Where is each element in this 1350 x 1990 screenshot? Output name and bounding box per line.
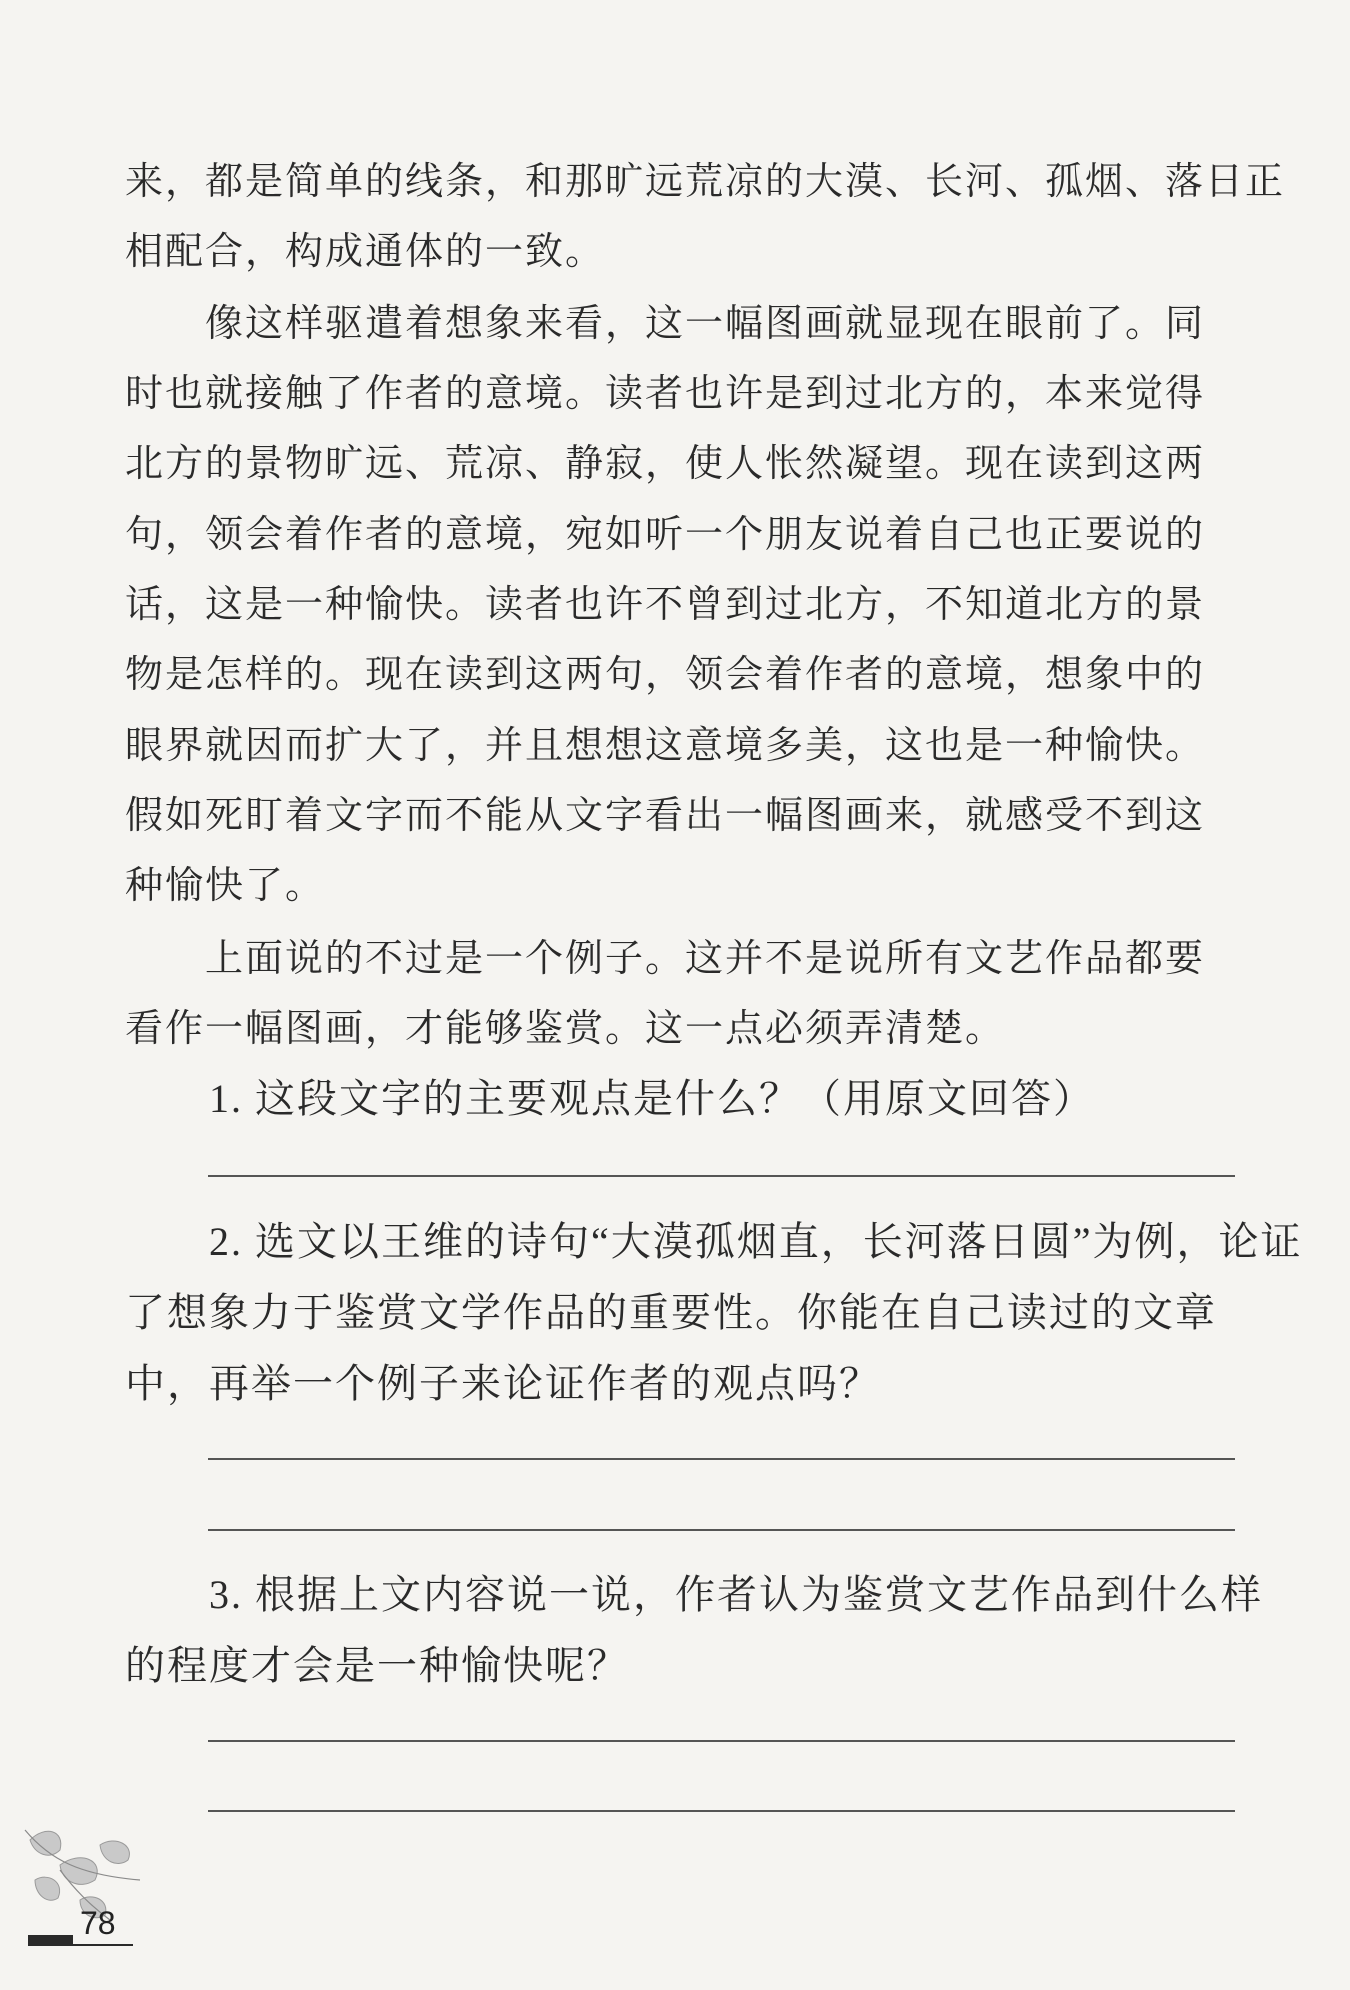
passage-line: 假如死盯着文字而不能从文字看出一幅图画来，就感受不到这 [125,793,1206,837]
question-2-text: 了想象力于鉴赏文学作品的重要性。你能在自己读过的文章 [125,1290,1217,1335]
answer-line-q3-2[interactable] [208,1810,1235,1812]
passage-line: 来，都是简单的线条，和那旷远荒凉的大漠、长河、孤烟、落日正 [125,159,1286,203]
question-1-text: 1. 这段文字的主要观点是什么？（用原文回答） [125,1076,1095,1121]
page-number-underline [28,1944,133,1946]
passage-line: 眼界就因而扩大了，并且想想这意境多美，这也是一种愉快。 [125,723,1206,767]
passage-line: 看作一幅图画，才能够鉴赏。这一点必须弄清楚。 [125,1006,1006,1050]
answer-line-q1[interactable] [208,1175,1235,1177]
passage-line: 话，这是一种愉快。读者也许不曾到过北方，不知道北方的景 [125,582,1206,626]
question-3-text: 3. 根据上文内容说一说，作者认为鉴赏文艺作品到什么样 [125,1572,1263,1617]
passage-line: 句，领会着作者的意境，宛如听一个朋友说着自己也正要说的 [125,512,1206,556]
answer-line-q3-1[interactable] [208,1740,1235,1742]
answer-line-q2-1[interactable] [208,1458,1235,1460]
question-2-text: 2. 选文以王维的诗句“大漠孤烟直，长河落日圆”为例，论证 [125,1219,1303,1264]
page-number: 78 [80,1905,116,1941]
question-2-text: 中，再举一个例子来论证作者的观点吗？ [125,1361,881,1406]
passage-line: 北方的景物旷远、荒凉、静寂，使人怅然凝望。现在读到这两 [125,441,1206,485]
passage-line: 种愉快了。 [125,863,326,907]
passage-line: 相配合，构成通体的一致。 [125,229,606,273]
passage-line: 像这样驱遣着想象来看，这一幅图画就显现在眼前了。同 [125,301,1206,345]
passage-line: 时也就接触了作者的意境。读者也许是到过北方的，本来觉得 [125,371,1206,415]
answer-line-q2-2[interactable] [208,1529,1235,1531]
question-3-text: 的程度才会是一种愉快呢？ [125,1643,629,1688]
passage-line: 上面说的不过是一个例子。这并不是说所有文艺作品都要 [125,936,1206,980]
passage-line: 物是怎样的。现在读到这两句，领会着作者的意境，想象中的 [125,652,1206,696]
